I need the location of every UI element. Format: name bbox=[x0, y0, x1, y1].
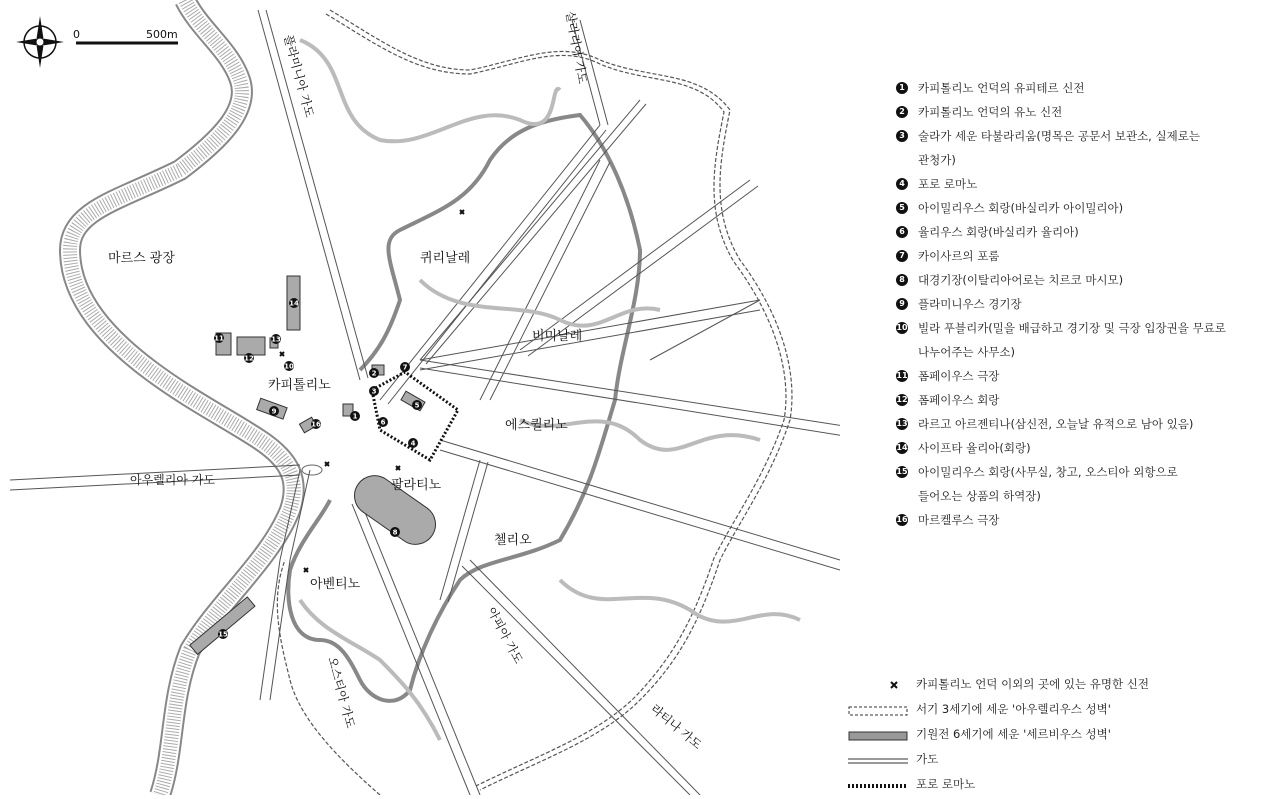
site-description: 플라미니우스 경기장 bbox=[918, 297, 1022, 311]
site-description: 빌라 푸블리카(밀을 배급하고 경기장 및 극장 입장권을 무료로 bbox=[918, 321, 1226, 335]
label-road-flaminia: 플라미니아 가도 bbox=[281, 33, 317, 119]
svg-text:15: 15 bbox=[218, 630, 228, 639]
site-number-badge: 4 bbox=[896, 178, 908, 190]
dotted-forum-icon bbox=[848, 780, 908, 792]
site-item bbox=[894, 124, 1264, 172]
site-item bbox=[894, 292, 1264, 316]
marker-4 bbox=[408, 438, 418, 448]
svg-text:1: 1 bbox=[352, 412, 358, 421]
site-item bbox=[894, 508, 1264, 532]
legend-servian-wall bbox=[848, 724, 1268, 749]
site-list bbox=[894, 76, 1264, 532]
svg-text:7: 7 bbox=[402, 363, 408, 372]
site-description: 관청가) bbox=[918, 153, 956, 167]
temple-x-icon bbox=[848, 680, 908, 692]
svg-text:5: 5 bbox=[414, 401, 420, 410]
site-number-badge: 14 bbox=[896, 443, 908, 452]
legend-forum-text: 포로 로마노 bbox=[916, 777, 976, 791]
site-number-badge: 8 bbox=[896, 274, 908, 286]
marker-12 bbox=[244, 353, 254, 363]
site-number-badge: 12 bbox=[896, 395, 908, 404]
label-quirinal: 퀴리날레 bbox=[420, 251, 471, 266]
svg-text:13: 13 bbox=[271, 335, 281, 344]
site-description: 들어오는 상품의 하역장) bbox=[918, 489, 1041, 503]
label-road-salaria: 살라리아 가도 bbox=[563, 10, 590, 85]
site-item bbox=[894, 316, 1264, 364]
site-item bbox=[894, 268, 1264, 292]
label-road-aurelia: 아우렐리아 가도 bbox=[130, 473, 215, 487]
scale-distance: 500m bbox=[146, 28, 178, 41]
svg-text:10: 10 bbox=[284, 362, 294, 371]
marker-11 bbox=[214, 333, 224, 343]
site-number-badge: 13 bbox=[896, 419, 908, 428]
marker-5 bbox=[412, 400, 422, 410]
label-aventine: 아벤티노 bbox=[310, 577, 361, 592]
marker-8 bbox=[390, 527, 400, 537]
site-description: 술라가 세운 타불라리움(명목은 공문서 보관소, 실제로는 bbox=[918, 129, 1200, 143]
legend-road bbox=[848, 749, 1268, 774]
marker-3 bbox=[369, 386, 379, 396]
site-description: 라르고 아르젠티나(삼신전, 오늘날 유적으로 남아 있음) bbox=[918, 417, 1194, 431]
site-item bbox=[894, 460, 1264, 508]
label-campus-martius: 마르스 광장 bbox=[108, 251, 175, 266]
site-item bbox=[894, 436, 1264, 460]
label-viminal: 비미날레 bbox=[532, 329, 583, 344]
legend bbox=[848, 674, 1268, 799]
site-item bbox=[894, 220, 1264, 244]
site-number-badge: 11 bbox=[896, 371, 908, 380]
label-caelian: 첼리오 bbox=[494, 533, 532, 548]
marker-13 bbox=[271, 334, 281, 344]
site-item bbox=[894, 100, 1264, 124]
site-number-badge: 2 bbox=[896, 106, 908, 118]
svg-text:8: 8 bbox=[392, 528, 398, 537]
marker-14 bbox=[289, 298, 299, 308]
site-number-badge: 16 bbox=[896, 515, 908, 524]
dashed-wall-icon bbox=[848, 705, 908, 717]
legend-servian-wall-text: 기원전 6세기에 세운 '세르비우스 성벽' bbox=[916, 727, 1111, 741]
legend-aurelian-wall bbox=[848, 699, 1268, 724]
site-number-badge: 10 bbox=[896, 323, 908, 332]
site-description: 포로 로마노 bbox=[918, 177, 978, 191]
road-line-icon bbox=[848, 755, 908, 767]
gray-wall-icon bbox=[848, 730, 908, 742]
legend-forum bbox=[848, 774, 1268, 799]
label-palatine: 팔라티노 bbox=[391, 478, 442, 493]
svg-text:6: 6 bbox=[380, 418, 386, 427]
site-description: 아이밀리우스 회랑(바실리카 아이밀리아) bbox=[918, 201, 1124, 215]
marker-2 bbox=[369, 368, 379, 378]
marker-10 bbox=[284, 361, 294, 371]
svg-text:2: 2 bbox=[371, 369, 377, 378]
site-item bbox=[894, 244, 1264, 268]
site-number-badge: 5 bbox=[896, 202, 908, 214]
label-road-appia: 아피아 가도 bbox=[484, 604, 526, 666]
site-number-badge: 15 bbox=[896, 467, 908, 476]
legend-aurelian-wall-text: 서기 3세기에 세운 '아우렐리우스 성벽' bbox=[916, 702, 1111, 716]
site-description: 카피톨리노 언덕의 유노 신전 bbox=[918, 105, 1063, 119]
tiber-river bbox=[70, 0, 322, 795]
aurelian-wall bbox=[277, 10, 792, 795]
site-description: 마르켈루스 극장 bbox=[918, 513, 1000, 527]
label-capitoline: 카피톨리노 bbox=[268, 378, 331, 393]
site-number-badge: 6 bbox=[896, 226, 908, 238]
svg-text:3: 3 bbox=[371, 387, 377, 396]
label-road-latina: 라티나 가도 bbox=[648, 701, 705, 753]
site-number-badge: 3 bbox=[896, 130, 908, 142]
site-description: 폼페이우스 회랑 bbox=[918, 393, 1000, 407]
marker-9 bbox=[269, 406, 279, 416]
site-description: 폼페이우스 극장 bbox=[918, 369, 1000, 383]
svg-text:11: 11 bbox=[214, 334, 224, 343]
site-description: 아이밀리우스 회랑(사무실, 창고, 오스티아 외항으로 bbox=[918, 465, 1178, 479]
marker-1 bbox=[350, 411, 360, 421]
scale-bar bbox=[73, 28, 178, 43]
site-number-badge: 1 bbox=[896, 82, 908, 94]
label-esquiline: 에스퀼리노 bbox=[505, 418, 568, 433]
marker-7 bbox=[400, 362, 410, 372]
scale-zero: 0 bbox=[73, 28, 80, 41]
site-description: 카피톨리노 언덕의 유피테르 신전 bbox=[918, 81, 1085, 95]
site-item bbox=[894, 364, 1264, 388]
legend-road-text: 가도 bbox=[916, 752, 939, 766]
servian-wall bbox=[288, 115, 640, 701]
site-description: 대경기장(이탈리아어로는 치르코 마시모) bbox=[918, 273, 1124, 287]
svg-text:4: 4 bbox=[410, 439, 416, 448]
site-description: 율리우스 회랑(바실리카 율리아) bbox=[918, 225, 1079, 239]
marker-16 bbox=[311, 419, 321, 429]
site-description: 사이프타 율리아(회랑) bbox=[918, 441, 1031, 455]
site-description: 카이사르의 포룸 bbox=[918, 249, 1000, 263]
legend-temple-text: 카피톨리노 언덕 이외의 곳에 있는 유명한 신전 bbox=[916, 677, 1150, 691]
site-description: 나누어주는 사무소) bbox=[918, 345, 1016, 359]
site-item bbox=[894, 196, 1264, 220]
svg-text:12: 12 bbox=[244, 354, 254, 363]
site-number-badge: 9 bbox=[896, 298, 908, 310]
legend-temple bbox=[848, 674, 1268, 699]
site-number-badge: 7 bbox=[896, 250, 908, 262]
marker-6 bbox=[378, 417, 388, 427]
svg-text:16: 16 bbox=[311, 420, 321, 429]
marker-15 bbox=[218, 629, 228, 639]
site-item bbox=[894, 76, 1264, 100]
site-item bbox=[894, 412, 1264, 436]
site-item bbox=[894, 388, 1264, 412]
site-item bbox=[894, 172, 1264, 196]
compass-icon bbox=[16, 16, 64, 68]
svg-text:14: 14 bbox=[289, 299, 299, 308]
region-labels bbox=[108, 250, 582, 592]
svg-text:9: 9 bbox=[271, 407, 277, 416]
label-road-ostiensis: 오스티아 가도 bbox=[325, 655, 358, 730]
